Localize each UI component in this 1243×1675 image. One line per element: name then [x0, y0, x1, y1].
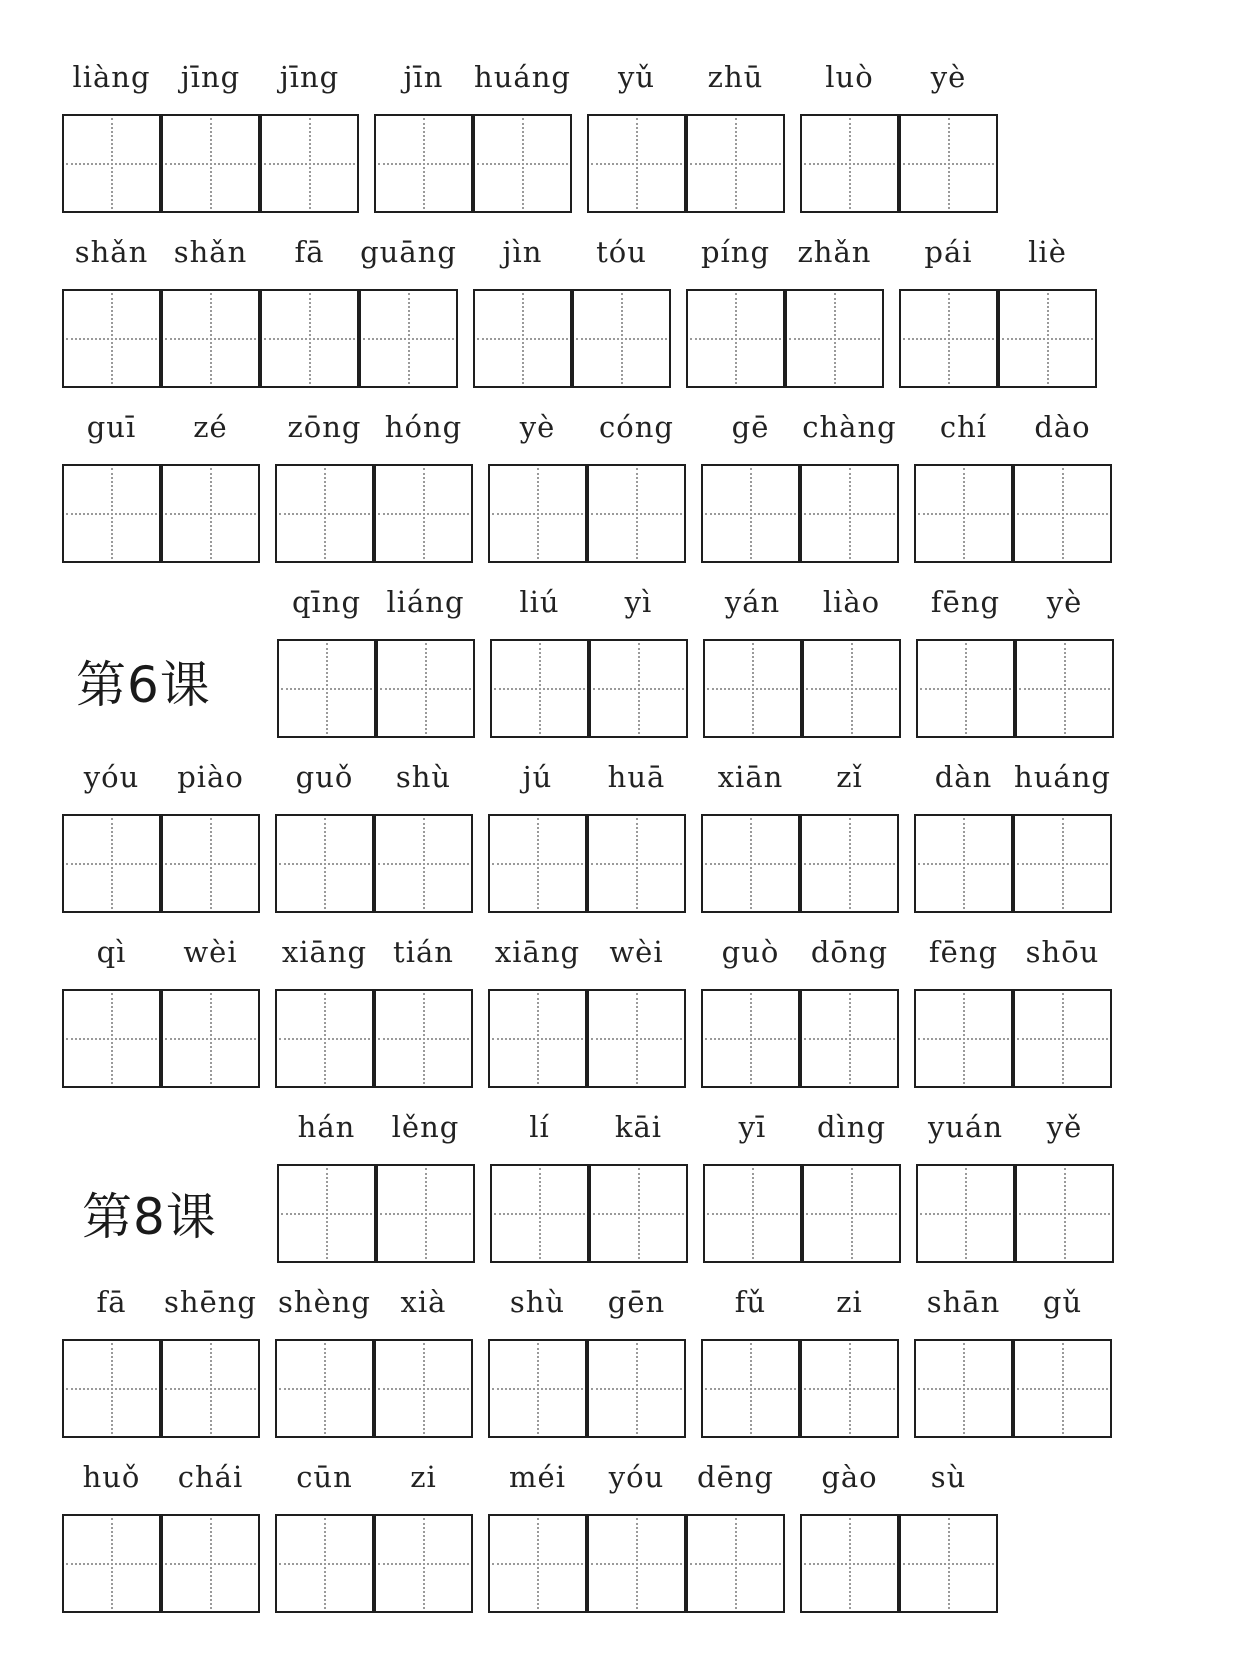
pinyin-label: lěng	[391, 1110, 460, 1144]
pinyin-label: yī	[738, 1110, 767, 1144]
writing-box[interactable]	[488, 1339, 587, 1438]
pinyin-label: lí	[529, 1110, 550, 1144]
guide-line-vertical	[1062, 468, 1064, 559]
guide-line-vertical	[963, 468, 965, 559]
guide-line-vertical	[324, 468, 326, 559]
writing-box[interactable]	[703, 639, 802, 738]
pinyin-label: huǒ	[82, 1460, 141, 1494]
writing-box[interactable]	[572, 289, 671, 388]
writing-box[interactable]	[277, 639, 376, 738]
guide-line-vertical	[963, 818, 965, 909]
pinyin-label: liè	[1028, 235, 1067, 269]
guide-line-vertical	[324, 1518, 326, 1609]
guide-line-vertical	[324, 818, 326, 909]
pinyin-label: guāng	[360, 235, 457, 269]
pinyin-label: guī	[86, 410, 137, 444]
pinyin-label: dàn	[934, 760, 993, 794]
pinyin-label: huā	[607, 760, 666, 794]
writing-box[interactable]	[275, 1514, 374, 1613]
guide-line-vertical	[324, 1343, 326, 1434]
guide-line-vertical	[636, 1343, 638, 1434]
guide-line-vertical	[948, 1518, 950, 1609]
pinyin-label: gē	[731, 410, 770, 444]
guide-line-vertical	[965, 1168, 967, 1259]
guide-line-vertical	[963, 993, 965, 1084]
guide-line-vertical	[1062, 818, 1064, 909]
pinyin-label: huáng	[474, 60, 571, 94]
pinyin-label: luò	[825, 60, 874, 94]
writing-box[interactable]	[914, 1339, 1013, 1438]
writing-box[interactable]	[686, 114, 785, 213]
writing-box[interactable]	[686, 289, 785, 388]
guide-line-vertical	[111, 1343, 113, 1434]
guide-line-vertical	[963, 1343, 965, 1434]
guide-line-vertical	[621, 293, 623, 384]
pinyin-label: cóng	[599, 410, 674, 444]
writing-box[interactable]	[260, 289, 359, 388]
writing-box[interactable]	[374, 1514, 473, 1613]
writing-box[interactable]	[161, 989, 260, 1088]
writing-box[interactable]	[473, 114, 572, 213]
writing-box[interactable]	[1013, 989, 1112, 1088]
guide-line-vertical	[539, 643, 541, 734]
writing-box[interactable]	[1013, 814, 1112, 913]
writing-box[interactable]	[914, 814, 1013, 913]
guide-line-vertical	[522, 118, 524, 209]
writing-box[interactable]	[914, 464, 1013, 563]
writing-box[interactable]	[488, 1514, 587, 1613]
writing-box[interactable]	[589, 1164, 688, 1263]
writing-box[interactable]	[62, 114, 161, 213]
guide-line-vertical	[425, 1168, 427, 1259]
pinyin-label: fǔ	[734, 1285, 767, 1319]
writing-box[interactable]	[275, 1339, 374, 1438]
writing-box[interactable]	[62, 1514, 161, 1613]
writing-box[interactable]	[701, 1339, 800, 1438]
guide-line-vertical	[735, 293, 737, 384]
writing-box[interactable]	[374, 114, 473, 213]
guide-line-vertical	[638, 1168, 640, 1259]
pinyin-label: liào	[822, 585, 881, 619]
writing-box[interactable]	[275, 464, 374, 563]
guide-line-vertical	[111, 118, 113, 209]
writing-box[interactable]	[376, 1164, 475, 1263]
pinyin-label: dōng	[810, 935, 889, 969]
pinyin-label: guò	[721, 935, 780, 969]
pinyin-label: zhū	[707, 60, 764, 94]
pinyin-label: huáng	[1014, 760, 1111, 794]
pinyin-label: shèng	[278, 1285, 371, 1319]
pinyin-label: zǐ	[836, 760, 863, 794]
pinyin-label: dào	[1034, 410, 1091, 444]
writing-box[interactable]	[161, 814, 260, 913]
writing-box[interactable]	[899, 289, 998, 388]
pinyin-label: shǎn	[173, 235, 248, 269]
pinyin-label: gào	[821, 1460, 878, 1494]
writing-box[interactable]	[701, 814, 800, 913]
guide-line-vertical	[849, 1343, 851, 1434]
guide-line-vertical	[1062, 993, 1064, 1084]
pinyin-label: méi	[509, 1460, 566, 1494]
writing-box[interactable]	[374, 464, 473, 563]
pinyin-label: yè	[930, 60, 967, 94]
guide-line-vertical	[537, 1343, 539, 1434]
guide-line-vertical	[735, 118, 737, 209]
guide-line-vertical	[111, 468, 113, 559]
guide-line-vertical	[423, 468, 425, 559]
guide-line-vertical	[539, 1168, 541, 1259]
pinyin-label: qīng	[291, 585, 362, 619]
pinyin-label: zi	[836, 1285, 863, 1319]
guide-line-vertical	[309, 118, 311, 209]
writing-box[interactable]	[701, 464, 800, 563]
guide-line-vertical	[750, 1343, 752, 1434]
writing-box[interactable]	[161, 114, 260, 213]
guide-line-vertical	[210, 818, 212, 909]
pinyin-label: tián	[393, 935, 454, 969]
pinyin-label: kāi	[614, 1110, 663, 1144]
guide-line-vertical	[423, 993, 425, 1084]
guide-line-vertical	[636, 468, 638, 559]
pinyin-label: yì	[624, 585, 653, 619]
pinyin-label: sù	[930, 1460, 967, 1494]
writing-box[interactable]	[800, 464, 899, 563]
writing-box[interactable]	[587, 989, 686, 1088]
guide-line-vertical	[948, 118, 950, 209]
pinyin-label: zōng	[287, 410, 362, 444]
writing-box[interactable]	[161, 1339, 260, 1438]
guide-line-vertical	[326, 1168, 328, 1259]
guide-line-vertical	[1064, 643, 1066, 734]
guide-line-vertical	[537, 468, 539, 559]
pinyin-label: yuán	[927, 1110, 1004, 1144]
pinyin-label: yè	[519, 410, 556, 444]
writing-box[interactable]	[275, 989, 374, 1088]
guide-line-vertical	[111, 1518, 113, 1609]
writing-box[interactable]	[916, 1164, 1015, 1263]
guide-line-vertical	[636, 118, 638, 209]
pinyin-label: jìn	[502, 235, 543, 269]
writing-box[interactable]	[62, 814, 161, 913]
writing-box[interactable]	[62, 289, 161, 388]
writing-box[interactable]	[490, 639, 589, 738]
writing-box[interactable]	[703, 1164, 802, 1263]
writing-box[interactable]	[488, 464, 587, 563]
pinyin-label: fā	[96, 1285, 127, 1319]
writing-box[interactable]	[473, 289, 572, 388]
writing-box[interactable]	[587, 1514, 686, 1613]
guide-line-vertical	[636, 993, 638, 1084]
guide-line-vertical	[1064, 1168, 1066, 1259]
pinyin-label: wèi	[609, 935, 664, 969]
guide-line-vertical	[423, 1343, 425, 1434]
writing-box[interactable]	[587, 464, 686, 563]
writing-box[interactable]	[488, 814, 587, 913]
pinyin-label: liú	[519, 585, 560, 619]
writing-box[interactable]	[277, 1164, 376, 1263]
writing-box[interactable]	[275, 814, 374, 913]
guide-line-vertical	[210, 118, 212, 209]
guide-line-vertical	[636, 818, 638, 909]
pinyin-label: yán	[724, 585, 781, 619]
guide-line-vertical	[210, 993, 212, 1084]
pinyin-label: hóng	[384, 410, 463, 444]
pinyin-label: liáng	[386, 585, 465, 619]
guide-line-vertical	[752, 1168, 754, 1259]
guide-line-vertical	[849, 818, 851, 909]
lesson-heading: 第6课	[76, 656, 211, 714]
guide-line-vertical	[849, 118, 851, 209]
writing-box[interactable]	[1013, 464, 1112, 563]
writing-box[interactable]	[374, 1339, 473, 1438]
guide-line-vertical	[965, 643, 967, 734]
guide-line-vertical	[210, 1518, 212, 1609]
writing-box[interactable]	[587, 114, 686, 213]
pinyin-label: cūn	[296, 1460, 353, 1494]
guide-line-vertical	[948, 293, 950, 384]
pinyin-label: dēng	[697, 1460, 774, 1494]
guide-line-vertical	[111, 993, 113, 1084]
pinyin-label: gǔ	[1042, 1285, 1083, 1319]
guide-line-vertical	[408, 293, 410, 384]
writing-box[interactable]	[1013, 1339, 1112, 1438]
pinyin-label: yě	[1046, 1110, 1083, 1144]
writing-box[interactable]	[161, 464, 260, 563]
guide-line-vertical	[750, 468, 752, 559]
guide-line-vertical	[834, 293, 836, 384]
guide-line-vertical	[111, 293, 113, 384]
guide-line-vertical	[750, 993, 752, 1084]
writing-box[interactable]	[62, 464, 161, 563]
pinyin-label: xià	[400, 1285, 447, 1319]
writing-box[interactable]	[800, 814, 899, 913]
pinyin-label: xiān	[717, 760, 784, 794]
pinyin-label: yóu	[83, 760, 140, 794]
pinyin-label: yóu	[608, 1460, 665, 1494]
guide-line-vertical	[326, 643, 328, 734]
writing-box[interactable]	[161, 1514, 260, 1613]
writing-box[interactable]	[899, 1514, 998, 1613]
guide-line-vertical	[423, 1518, 425, 1609]
pinyin-label: zi	[410, 1460, 437, 1494]
guide-line-vertical	[522, 293, 524, 384]
pinyin-label: dìng	[816, 1110, 887, 1144]
guide-line-vertical	[324, 993, 326, 1084]
pinyin-label: piào	[177, 760, 244, 794]
writing-box[interactable]	[359, 289, 458, 388]
writing-box[interactable]	[490, 1164, 589, 1263]
pinyin-label: chàng	[802, 410, 897, 444]
guide-line-vertical	[425, 643, 427, 734]
pinyin-label: fā	[294, 235, 325, 269]
pinyin-label: shù	[509, 1285, 566, 1319]
guide-line-vertical	[111, 818, 113, 909]
guide-line-vertical	[537, 1518, 539, 1609]
guide-line-vertical	[423, 818, 425, 909]
writing-box[interactable]	[686, 1514, 785, 1613]
writing-box[interactable]	[62, 1339, 161, 1438]
pinyin-label: shǎn	[74, 235, 149, 269]
lesson-heading: 第8课	[82, 1188, 217, 1246]
writing-box[interactable]	[260, 114, 359, 213]
pinyin-label: qì	[96, 935, 127, 969]
pinyin-label: jīng	[180, 60, 241, 94]
pinyin-label: pái	[924, 235, 973, 269]
guide-line-vertical	[1047, 293, 1049, 384]
pinyin-label: tóu	[596, 235, 647, 269]
writing-box[interactable]	[374, 814, 473, 913]
writing-box[interactable]	[802, 639, 901, 738]
guide-line-vertical	[309, 293, 311, 384]
pinyin-label: yǔ	[617, 60, 656, 94]
writing-box[interactable]	[589, 639, 688, 738]
guide-line-vertical	[1062, 1343, 1064, 1434]
writing-box[interactable]	[161, 289, 260, 388]
pinyin-label: xiāng	[281, 935, 368, 969]
guide-line-vertical	[537, 818, 539, 909]
pinyin-label: jīng	[279, 60, 340, 94]
pinyin-label: chái	[177, 1460, 244, 1494]
writing-box[interactable]	[802, 1164, 901, 1263]
writing-box[interactable]	[800, 1339, 899, 1438]
pinyin-label: wèi	[183, 935, 238, 969]
guide-line-vertical	[849, 993, 851, 1084]
writing-box[interactable]	[1015, 639, 1114, 738]
writing-box[interactable]	[800, 989, 899, 1088]
writing-box[interactable]	[998, 289, 1097, 388]
guide-line-vertical	[735, 1518, 737, 1609]
pinyin-label: fēng	[930, 585, 1001, 619]
pinyin-label: shēng	[164, 1285, 257, 1319]
writing-box[interactable]	[374, 989, 473, 1088]
writing-box[interactable]	[587, 1339, 686, 1438]
pinyin-label: liàng	[72, 60, 151, 94]
pinyin-label: jīn	[403, 60, 444, 94]
guide-line-vertical	[849, 468, 851, 559]
pinyin-label: chí	[939, 410, 988, 444]
writing-box[interactable]	[587, 814, 686, 913]
guide-line-vertical	[638, 643, 640, 734]
pinyin-label: zhǎn	[797, 235, 872, 269]
pinyin-label: hán	[297, 1110, 356, 1144]
guide-line-vertical	[636, 1518, 638, 1609]
writing-box[interactable]	[701, 989, 800, 1088]
pinyin-label: píng	[700, 235, 771, 269]
guide-line-vertical	[210, 468, 212, 559]
guide-line-vertical	[851, 643, 853, 734]
pinyin-label: zé	[193, 410, 228, 444]
guide-line-vertical	[210, 293, 212, 384]
pinyin-label: gēn	[607, 1285, 666, 1319]
writing-box[interactable]	[899, 114, 998, 213]
writing-box[interactable]	[1015, 1164, 1114, 1263]
guide-line-vertical	[752, 643, 754, 734]
pinyin-label: jú	[522, 760, 553, 794]
guide-line-vertical	[210, 1343, 212, 1434]
pinyin-label: yè	[1046, 585, 1083, 619]
guide-line-vertical	[849, 1518, 851, 1609]
writing-box[interactable]	[376, 639, 475, 738]
writing-box[interactable]	[916, 639, 1015, 738]
writing-box[interactable]	[800, 114, 899, 213]
writing-box[interactable]	[62, 989, 161, 1088]
guide-line-vertical	[423, 118, 425, 209]
pinyin-label: shān	[926, 1285, 1001, 1319]
writing-box[interactable]	[785, 289, 884, 388]
pinyin-label: xiāng	[494, 935, 581, 969]
pinyin-label: shù	[395, 760, 452, 794]
guide-line-vertical	[851, 1168, 853, 1259]
pinyin-label: guǒ	[295, 760, 354, 794]
writing-box[interactable]	[800, 1514, 899, 1613]
guide-line-vertical	[537, 993, 539, 1084]
pinyin-label: shōu	[1025, 935, 1100, 969]
pinyin-label: fēng	[928, 935, 999, 969]
guide-line-vertical	[750, 818, 752, 909]
writing-box[interactable]	[488, 989, 587, 1088]
writing-box[interactable]	[914, 989, 1013, 1088]
